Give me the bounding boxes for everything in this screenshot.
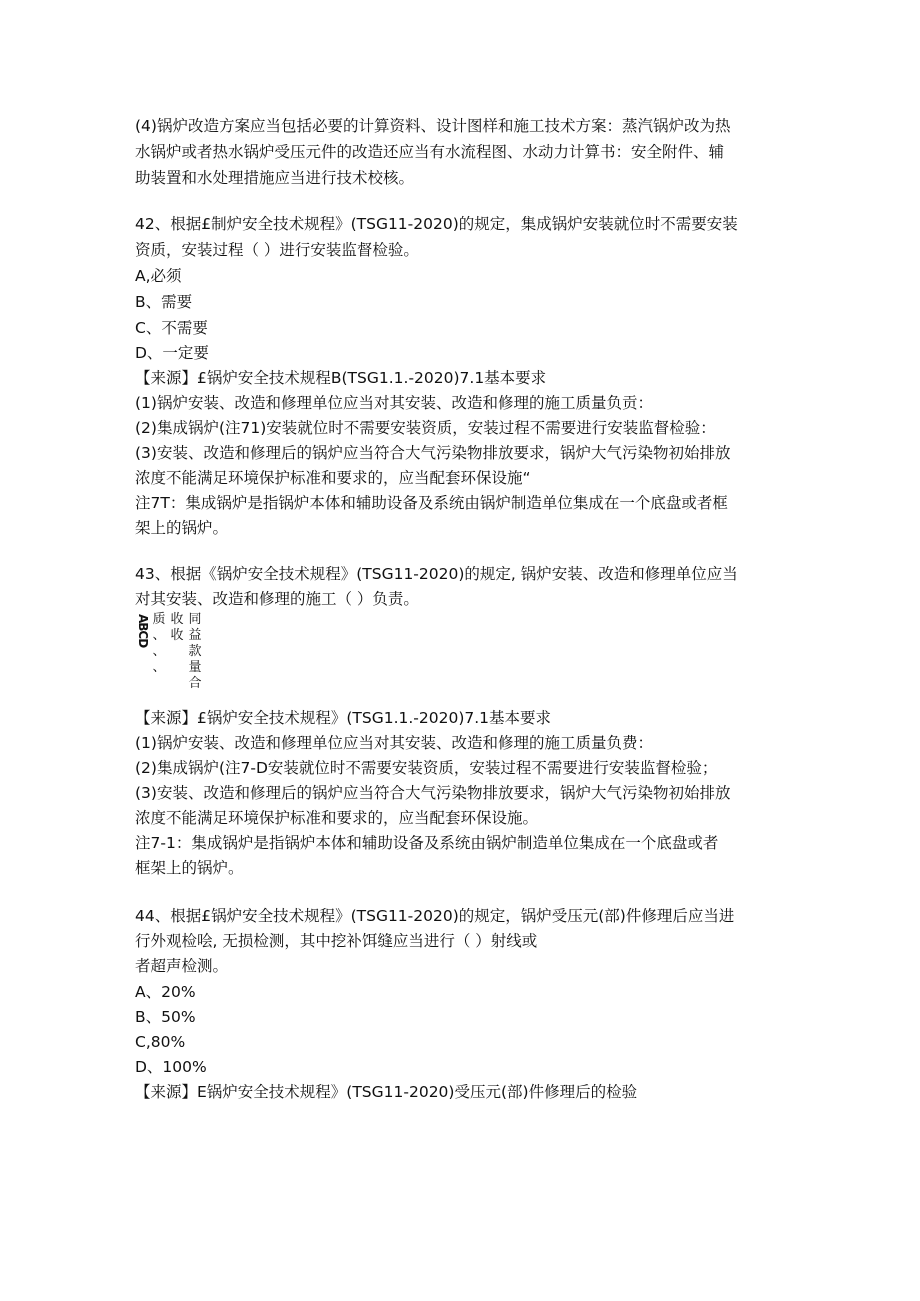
text-line-s42-4: (3)安装、改造和修理后的锅炉应当符合大气污染物排放要求，锅炉大气污染物初始排放 xyxy=(135,444,731,462)
text-line-q44-d: D、100% xyxy=(135,1058,207,1076)
text-line-s43-7: 框架上的锅炉。 xyxy=(135,859,244,877)
text-line-q44-1: 44、根据£锅炉安全技术规程》(TSG11-2020)的规定，锅炉受压元(部)件修理后应当进 xyxy=(135,907,735,925)
option-char: 益 xyxy=(188,628,202,643)
option-char: 款 xyxy=(188,644,202,659)
question-43-options xyxy=(135,612,215,692)
option-column-1 xyxy=(151,612,167,676)
text-line-s42-1: 【来源】£锅炉安全技术规程B(TSG1.1.-2020)7.1基本要求 xyxy=(135,369,547,387)
text-line-p4-1: (4)锅炉改造方案应当包括必要的计算资料、设计图样和施工技术方案：蒸汽锅炉改为热 xyxy=(135,117,731,135)
text-line-q42-d: D、一定要 xyxy=(135,344,209,362)
text-line-q44-a: A、20% xyxy=(135,983,196,1001)
option-char: 合 xyxy=(188,676,202,691)
text-line-q44-2: 行外观检哙, 无损检测，其中挖补饵缝应当进行（ ）射线或 xyxy=(135,932,538,950)
text-line-q44-b: B、50% xyxy=(135,1008,196,1026)
option-char: 、 xyxy=(152,660,166,675)
text-line-p4-2: 水锅炉或者热水锅炉受压元件的改造还应当有水流程图、水动力计算书：安全附件、辅 xyxy=(135,143,725,161)
option-char: 、 xyxy=(152,628,166,643)
text-line-q43-1: 43、根据《锅炉安全技术规程》(TSG11-2020)的规定, 锅炉安装、改造和修理单位应当 xyxy=(135,565,738,583)
text-line-q44-3: 者超声检测。 xyxy=(135,957,229,975)
option-letters: ABCD xyxy=(136,614,150,648)
text-line-s43-2: (1)锅炉安装、改造和修理单位应当对其安装、改造和修理的施工质量负费： xyxy=(135,734,653,752)
option-char: 收 xyxy=(170,612,184,627)
text-line-s43-1: 【来源】£锅炉安全技术规程》(TSG1.1.-2020)7.1基本要求 xyxy=(135,709,552,727)
text-line-s44-1: 【来源】E锅炉安全技术规程》(TSG11-2020)受压元(部)件修理后的检验 xyxy=(135,1083,638,1101)
text-line-s43-5: 浓度不能满足环境保护标准和要求的，应当配套环保设施。 xyxy=(135,809,539,827)
option-char: 同 xyxy=(188,612,202,627)
text-line-s42-2: (1)锅炉安装、改造和修理单位应当对其安装、改造和修理的施工质量负贡： xyxy=(135,394,653,412)
text-line-q42-b: B、需要 xyxy=(135,293,193,311)
option-char: 收 xyxy=(170,628,184,643)
text-line-q42-1: 42、根据£制炉安全技术规程》(TSG11-2020)的规定，集成锅炉安装就位时不需要安装 xyxy=(135,215,738,233)
text-line-q42-a: A,必须 xyxy=(135,267,182,285)
text-line-s43-6: 注7-1：集成锅炉是指锅炉本体和辅助设备及系统由锅炉制造单位集成在一个底盘或者 xyxy=(135,834,719,852)
text-line-s42-3: (2)集成锅炉(注71)安装就位时不需要安装资质，安装过程不需要进行安装监督检验： xyxy=(135,419,716,437)
option-column-2 xyxy=(169,612,185,644)
text-line-s43-4: (3)安装、改造和修理后的锅炉应当符合大气污染物排放要求，锅炉大气污染物初始排放 xyxy=(135,784,731,802)
text-line-q42-2: 资质，安装过程（ ）进行安装监督检验。 xyxy=(135,241,419,259)
text-line-q44-c: C,80% xyxy=(135,1033,186,1051)
text-line-p4-3: 助装置和水处理措施应当进行技术校核。 xyxy=(135,169,415,187)
text-line-s42-6: 注7T：集成锅炉是指锅炉本体和辅助设备及系统由锅炉制造单位集成在一个底盘或者框 xyxy=(135,494,728,512)
text-line-s42-5: 浓度不能满足环境保护标准和要求的，应当配套环保设施“ xyxy=(135,469,531,487)
text-line-s42-7: 架上的锅炉。 xyxy=(135,519,229,537)
text-line-q43-2: 对其安装、改造和修理的施工（ ）负责。 xyxy=(135,590,419,608)
text-line-s43-3: (2)集成锅炉(注7-D安装就位时不需要安装资质，安装过程不需要进行安装监督检验； xyxy=(135,759,718,777)
option-char: 、 xyxy=(152,644,166,659)
option-char: 量 xyxy=(188,660,202,675)
text-line-q42-c: C、不需要 xyxy=(135,319,208,337)
option-char: 质 xyxy=(152,612,166,627)
option-column-3 xyxy=(187,612,203,692)
